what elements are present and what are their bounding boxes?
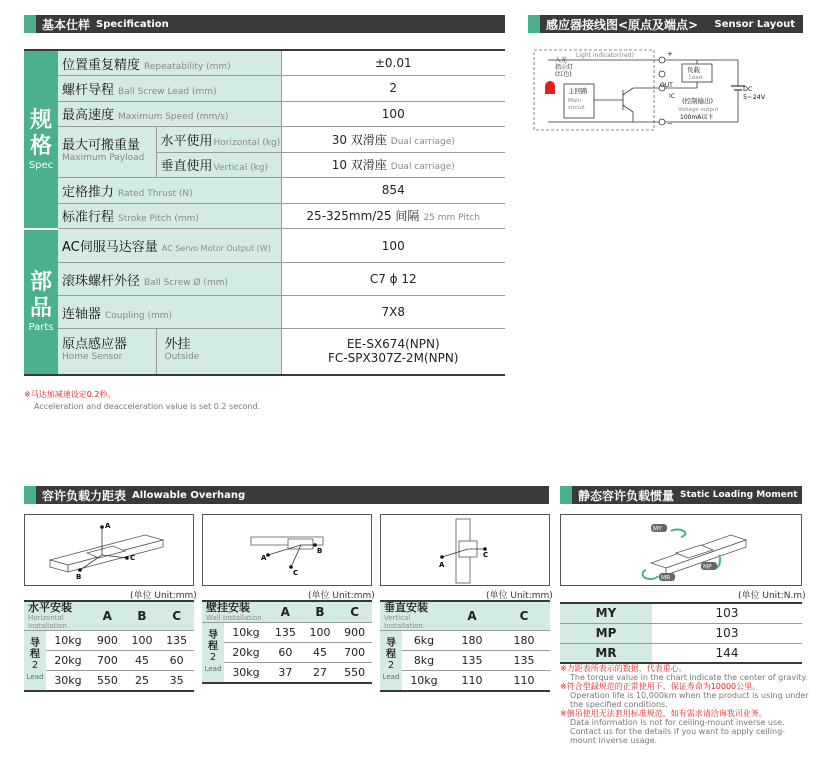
load-en: Load (689, 75, 703, 81)
label-en: Repeatability (mm) (144, 61, 231, 72)
label-c: C (130, 554, 136, 562)
value-text: 30 双滑座 (331, 132, 387, 147)
row-value: 2 (281, 76, 505, 102)
row-value: ±0.01 (281, 50, 505, 76)
col-header: A (446, 601, 498, 631)
lead-char-1: 导 (208, 629, 218, 641)
note-3-cn: ※倒吊使用无法套用标准规范，如有需求请洽询我司业务。 (560, 709, 767, 718)
voltage-label: 5~24V (743, 93, 766, 101)
moment-notes (560, 664, 810, 745)
value-cell: 700 (90, 651, 125, 671)
title-en: Horizontal Installation (28, 614, 67, 630)
load-cell: 10kg (402, 671, 446, 691)
value-cell: 700 (337, 643, 372, 663)
title-en: Wall Installation (206, 614, 262, 622)
main-circuit-cn: 主回路 (568, 87, 588, 95)
lead-en: Lead (204, 664, 222, 673)
lead-number: 2 (387, 659, 395, 671)
wall-diagram (202, 514, 372, 586)
load-cell: 10kg (46, 631, 90, 651)
main-circuit-en-1: Main (568, 98, 582, 104)
control-output-label: (控制输出) (682, 97, 714, 105)
spec-group-char-1: 规 (29, 107, 52, 133)
table-row (560, 643, 802, 663)
load-cell: 8kg (402, 651, 446, 671)
value-text: 10 双滑座 (331, 158, 387, 173)
table-row (202, 601, 372, 623)
parts-group-char-2: 品 (29, 296, 52, 321)
table-row (380, 601, 550, 631)
label-b: B (317, 547, 323, 555)
moment-table (560, 602, 802, 664)
title-cn: 水平安装 (28, 601, 72, 614)
row-value (281, 203, 505, 229)
load-cell: 30kg (46, 671, 90, 691)
table-row (24, 178, 505, 204)
table-row (24, 203, 505, 229)
row-label (58, 178, 281, 204)
label-en: Maximum Speed (mm/s) (118, 112, 229, 123)
label-a: A (439, 561, 445, 569)
value-cell: 100 (125, 631, 160, 651)
col-header: C (159, 601, 194, 631)
table-row (202, 623, 372, 643)
table-row (24, 101, 505, 127)
title-en: Vertical Installation (384, 614, 423, 630)
label-cn: 定格推力 (62, 184, 115, 200)
col-header: B (303, 601, 338, 623)
moment-key: MP (560, 623, 652, 643)
row-label (58, 229, 281, 263)
value-text: 25-325mm/25 间隔 (306, 209, 420, 224)
vertical-diagram (380, 514, 550, 586)
parts-group-char-1: 部 (29, 270, 52, 295)
point-a (266, 553, 270, 557)
value-text: EE-SX674(NPN) (346, 337, 440, 352)
voltage-output-label: Voltage output (678, 107, 719, 113)
led-body (545, 86, 555, 94)
sensor-header (528, 15, 803, 33)
moment-value: 103 (652, 603, 802, 623)
my-label: MY (653, 525, 662, 533)
table-row (24, 651, 194, 671)
value-cell: 135 (268, 623, 303, 643)
title-cn: 垂直安装 (384, 601, 428, 614)
label-c: C (293, 569, 299, 577)
parts-group-en: Parts (28, 322, 54, 333)
load-cell: 20kg (46, 651, 90, 671)
load-cell: 20kg (224, 643, 268, 663)
header-mark (24, 486, 36, 504)
overhang-header-title: 容许负载力距表 (42, 488, 127, 503)
moment-header-title: 静态容许负载惯量 (578, 488, 675, 503)
col-header: C (498, 601, 550, 631)
lead-char-2: 程 (386, 648, 396, 660)
value-cell: 110 (498, 671, 550, 691)
table-row (560, 603, 802, 623)
value-cell: 25 (125, 671, 160, 691)
row-label (58, 76, 281, 102)
table-row (560, 623, 802, 643)
unit-label: (单位 Unit:mm) (130, 591, 197, 601)
col-header: A (268, 601, 303, 623)
table-row (24, 296, 505, 329)
value-cell: 900 (90, 631, 125, 651)
row-value: 7X8 (281, 296, 505, 329)
label-en: Coupling (mm) (105, 310, 173, 321)
label-a: A (261, 554, 267, 562)
row-value (281, 127, 505, 153)
point-c (125, 556, 129, 560)
label-en: Horizontal (kg) (213, 137, 281, 148)
spec-group-char-2: 格 (29, 133, 52, 159)
table-row (202, 643, 372, 663)
sensor-wiring-diagram (528, 40, 808, 135)
label-en: Ball Screw Lead (mm) (118, 86, 217, 97)
spec-group-en: Spec (28, 159, 54, 171)
lead-number: 2 (209, 651, 217, 663)
value-cell: 180 (498, 631, 550, 651)
moment-key: MR (560, 643, 652, 663)
note-3-en-2: Contact us for the details if you want to apply ceiling-mount inverse usage. (570, 727, 786, 745)
value-cell: 135 (498, 651, 550, 671)
lead-cell (24, 631, 46, 691)
value-note: 25 mm Pitch (423, 213, 481, 224)
table-row (24, 671, 194, 691)
axis-a (268, 545, 301, 555)
row-value: C7 ϕ 12 (281, 263, 505, 296)
label-en: Vertical (kg) (213, 163, 269, 174)
unit-label: (单位 Unit:mm) (486, 591, 553, 601)
spec-header-title: 基本仕样 (42, 17, 91, 32)
ic-label: IC (669, 93, 675, 100)
table-row (380, 671, 550, 691)
label-cn: 连轴器 (62, 306, 102, 322)
vertical-diagram-svg (381, 515, 549, 585)
label-cn: 外挂 (164, 337, 191, 353)
label-cn: 垂直使用 (160, 159, 213, 175)
row-sublabel (156, 329, 281, 375)
label-en: Ball Screw Ø (mm) (144, 277, 228, 288)
wall-table (202, 600, 372, 684)
sensor-header-title: 感应器接线图<原点及端点> (546, 17, 699, 32)
row-label (58, 127, 156, 178)
value-cell: 900 (337, 623, 372, 643)
wall-diagram-svg (203, 515, 371, 585)
sensor-header-title-en: Sensor Layout (714, 18, 795, 30)
terminal-icon (659, 119, 665, 125)
load-cn: 负载 (687, 66, 700, 74)
horizontal-diagram-svg (25, 515, 193, 585)
value-cell: 135 (446, 651, 498, 671)
overhang-header-title-en: Allowable Overhang (132, 489, 246, 501)
row-value (281, 329, 505, 375)
moment-diagram-svg (561, 515, 801, 585)
minus-label: − (667, 120, 673, 128)
transistor (623, 105, 633, 112)
point-a (100, 525, 104, 529)
row-value: 100 (281, 229, 505, 263)
header-mark (24, 15, 36, 33)
spec-group-label (24, 50, 58, 229)
mr-label: MR (661, 574, 671, 582)
lead-char-2: 程 (208, 640, 218, 652)
lead-en: Lead (26, 672, 44, 681)
spec-header-title-en: Specification (96, 18, 169, 30)
value-text: FC-SPX307Z-2M(NPN) (328, 351, 459, 366)
dc-label: DC (743, 85, 753, 93)
load-cell: 10kg (224, 623, 268, 643)
value-cell: 100 (303, 623, 338, 643)
mr-arrow-icon (643, 570, 658, 579)
label-en: Maximum Payload (62, 153, 145, 163)
table-title (380, 601, 446, 631)
value-cell: 110 (446, 671, 498, 691)
row-label (58, 329, 156, 375)
table-row (24, 329, 505, 375)
table-row (380, 631, 550, 651)
note-1-en: The torque value in the chart indicate the center of gravity. (570, 673, 808, 682)
table-row (24, 601, 194, 631)
lead-number: 2 (31, 659, 39, 671)
moment-value: 144 (652, 643, 802, 663)
horizontal-diagram (24, 514, 194, 586)
label-cn: 最高速度 (62, 108, 115, 124)
transistor (623, 88, 633, 95)
spec-note: ※马达加减速设定0.2秒。 (24, 390, 116, 399)
point-b (78, 568, 82, 572)
vertical-table (380, 600, 550, 692)
value-cell: 550 (90, 671, 125, 691)
title-cn: 壁挂安装 (206, 601, 250, 614)
table-row (24, 229, 505, 263)
label-cn: AC伺服马达容量 (62, 240, 158, 255)
value-cell: 35 (159, 671, 194, 691)
out-label: OUT (660, 82, 673, 89)
col-header: A (90, 601, 125, 631)
row-sublabel (156, 127, 281, 153)
table-row (24, 76, 505, 102)
header-mark (528, 15, 540, 33)
value-cell: 37 (268, 663, 303, 683)
label-cn: 位置重复精度 (62, 57, 141, 73)
terminal-icon (659, 57, 665, 63)
label-en: AC Servo Motor Output (W) (161, 244, 271, 253)
my-arrow-icon (671, 529, 685, 537)
load-cell: 6kg (402, 631, 446, 651)
moment-value: 103 (652, 623, 802, 643)
label-cn: 标准行程 (62, 210, 115, 226)
value-cell: 45 (125, 651, 160, 671)
row-label (58, 263, 281, 296)
row-label (58, 203, 281, 229)
label-en: Rated Thrust (N) (118, 188, 193, 199)
point-a (440, 555, 444, 559)
lead-char-1: 导 (386, 637, 396, 649)
spec-header (24, 15, 505, 33)
table-row (380, 651, 550, 671)
note-2-en: Operation life is 10,000km when the product is using under the specified conditions. (570, 691, 809, 709)
light-indicator-label: Light indicator(red) (576, 52, 634, 59)
value-cell: 45 (303, 643, 338, 663)
row-label (58, 50, 281, 76)
moment-key: MY (560, 603, 652, 623)
label-cn: 最大可搬重量 (62, 138, 141, 153)
value-note: Dual carriage) (390, 162, 455, 173)
lead-char-1: 导 (30, 637, 40, 649)
label-en: Outside (164, 352, 200, 363)
value-cell: 135 (159, 631, 194, 651)
label-cn: 水平使用 (160, 133, 213, 149)
spec-note-en: Acceleration and deacceleration value is set 0.2 second. (34, 402, 261, 411)
table-row (24, 127, 505, 153)
lead-cell (380, 631, 402, 691)
table-row (24, 631, 194, 651)
main-circuit-en-2: circuit (568, 105, 585, 111)
plus-label: + (667, 50, 673, 58)
row-value: 100 (281, 101, 505, 127)
lead-char-2: 程 (30, 648, 40, 660)
row-value (281, 152, 505, 178)
label-c: C (483, 551, 489, 559)
row-value: 854 (281, 178, 505, 204)
horizontal-table (24, 600, 194, 692)
col-header: C (337, 601, 372, 623)
row-sublabel (156, 152, 281, 178)
max-current-label: 100mA以下 (680, 114, 714, 121)
note-3-en-1: Data information is not for ceiling-mount inverse use. (570, 718, 785, 727)
incident-label-1: 入光 (555, 57, 568, 64)
table-row (202, 663, 372, 683)
table-title (24, 601, 90, 631)
note-2-cn: ※符合型録规范的正常使用下，保证寿命为10000公里。 (560, 682, 761, 691)
table-row (24, 50, 505, 76)
parts-group-label (24, 229, 58, 375)
row-label (58, 296, 281, 329)
value-cell: 60 (159, 651, 194, 671)
table-row (24, 263, 505, 296)
incident-label-2: 指示灯 (555, 64, 574, 71)
label-en: Home Sensor (62, 352, 123, 363)
col-header: B (125, 601, 160, 631)
table-title (202, 601, 268, 623)
label-cn: 螺杆导程 (62, 82, 115, 98)
lead-cell (202, 623, 224, 683)
unit-label: (单位 Unit:mm) (308, 591, 375, 601)
label-en: Stroke Pitch (mm) (118, 214, 199, 225)
row-label (58, 101, 281, 127)
value-cell: 180 (446, 631, 498, 651)
label-a: A (105, 522, 111, 530)
label-cn: 原点感应器 (62, 337, 128, 353)
load-cell: 30kg (224, 663, 268, 683)
mp-label: MP (703, 563, 712, 571)
label-cn: 滚珠螺杆外径 (62, 273, 141, 289)
value-cell: 60 (268, 643, 303, 663)
label-b: B (76, 573, 82, 581)
terminal-icon (659, 71, 665, 77)
moment-unit-label: (单位 Unit:N.m) (738, 591, 806, 601)
value-cell: 550 (337, 663, 372, 683)
overhang-header (24, 486, 549, 504)
value-note: Dual carriage) (390, 136, 455, 147)
moment-diagram (560, 514, 802, 586)
moment-header-title-en: Static Loading Moment (680, 490, 798, 500)
note-1-cn: ※力距表所表示的数据，代表重心。 (560, 664, 687, 673)
value-cell: 27 (303, 663, 338, 683)
incident-label-3: (红色) (555, 71, 572, 78)
lead-en: Lead (382, 672, 400, 681)
header-mark (560, 486, 572, 504)
spec-table (24, 49, 505, 376)
moment-header (560, 486, 802, 504)
